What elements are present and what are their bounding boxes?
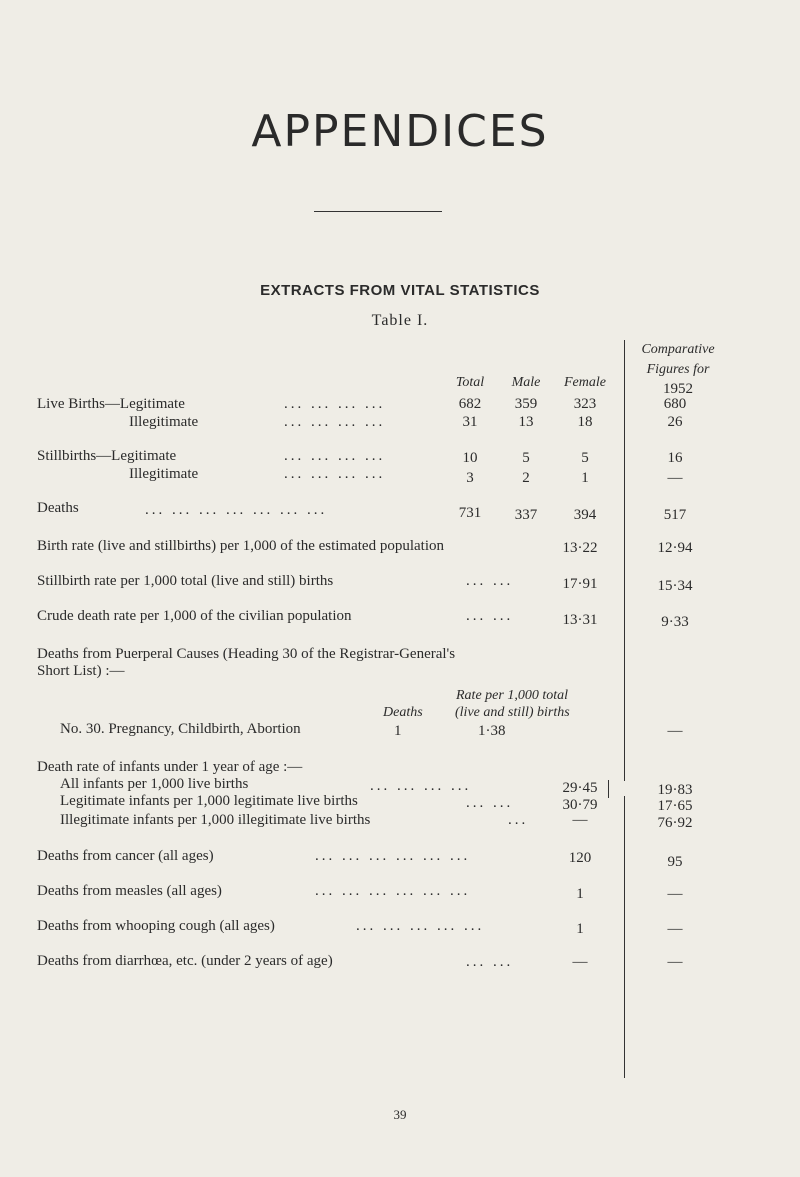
page-number: 39 <box>393 1107 407 1122</box>
cell-male: 337 <box>514 507 538 523</box>
leader-dots: ... ... ... ... ... <box>356 918 485 934</box>
title-divider <box>314 211 442 212</box>
table-name: Table I. <box>371 312 429 329</box>
cell-female: 1 <box>581 470 589 486</box>
cell-comparative: — <box>667 921 683 937</box>
cell-total: 31 <box>462 414 478 430</box>
rate-header: Rate per 1,000 total <box>456 688 568 703</box>
cell-comparative: 26 <box>667 414 683 430</box>
cell-female: 5 <box>581 450 589 466</box>
cell-female: 394 <box>573 507 597 523</box>
cell-comparative: — <box>667 470 683 486</box>
rate-header-cont: (live and still) births <box>455 705 570 720</box>
row-label: All infants per 1,000 live births <box>60 776 249 792</box>
cell-comparative: — <box>667 954 683 970</box>
row-label: Deaths from cancer (all ages) <box>37 848 214 864</box>
cell-value: 13·31 <box>562 612 598 628</box>
cell-total: 10 <box>462 450 478 466</box>
cell-comparative: 15·34 <box>657 578 693 594</box>
infant-heading: Death rate of infants under 1 year of age :— <box>37 759 303 775</box>
leader-dots: ... ... ... ... ... ... <box>315 883 471 899</box>
row-label: Stillbirths—Legitimate <box>37 448 177 464</box>
row-label: Stillbirth rate per 1,000 total (live and still) births <box>37 573 334 589</box>
leader-dots: ... ... ... ... ... ... <box>315 848 471 864</box>
row-label: Illegitimate <box>129 414 199 430</box>
cell-comparative: 76·92 <box>657 815 693 831</box>
cell-comparative: 9·33 <box>661 614 689 630</box>
cell-value: 29·45 <box>562 780 598 796</box>
row-label: Deaths from measles (all ages) <box>37 883 222 899</box>
header-year: 1952 <box>663 381 693 397</box>
leader-dots: ... ... <box>466 573 514 589</box>
cell-value: 30·79 <box>562 797 598 813</box>
leader-dots: ... ... ... ... <box>284 396 386 412</box>
cell-value: 1 <box>576 921 584 937</box>
leader-dots: ... ... <box>466 608 514 624</box>
cell-comparative: — <box>667 886 683 902</box>
row-label: Birth rate (live and stillbirths) per 1,000 of the estimated population <box>37 538 444 554</box>
cell-male: 2 <box>522 470 530 486</box>
cell-total: 682 <box>458 396 482 412</box>
header-comparative: Comparative <box>641 342 715 357</box>
cell-female: 323 <box>573 396 597 412</box>
row-label: Legitimate infants per 1,000 legitimate live births <box>60 793 358 809</box>
leader-dots: ... ... <box>466 954 514 970</box>
cell-value: — <box>572 954 588 970</box>
leader-dots: ... ... ... ... ... ... ... <box>145 502 328 518</box>
header-total: Total <box>455 375 485 390</box>
row-label: Illegitimate <box>129 466 199 482</box>
cell-comparative: 517 <box>663 507 687 523</box>
deaths-header: Deaths <box>383 705 423 720</box>
header-male: Male <box>511 375 541 390</box>
section-subtitle: EXTRACTS FROM VITAL STATISTICS <box>260 282 540 299</box>
cell-male: 13 <box>518 414 534 430</box>
puerperal-item-label: No. 30. Pregnancy, Childbirth, Abortion <box>60 721 301 737</box>
cell-comparative: 16 <box>667 450 683 466</box>
cell-value: — <box>572 812 588 828</box>
header-female: Female <box>564 375 606 390</box>
cell-comparative: 680 <box>663 396 687 412</box>
cell-comparative: 17·65 <box>657 798 693 814</box>
cell-total: 3 <box>466 470 474 486</box>
leader-dots: ... <box>508 812 529 828</box>
leader-dots: ... ... ... ... <box>284 466 386 482</box>
leader-dots: ... ... ... ... <box>284 414 386 430</box>
row-label: Deaths <box>37 500 79 516</box>
leader-dots: ... ... ... ... <box>284 448 386 464</box>
cell-comparative: 95 <box>667 854 683 870</box>
row-label: Crude death rate per 1,000 of the civilian population <box>37 608 352 624</box>
page-title: APPENDICES <box>251 106 549 157</box>
cell-male: 5 <box>522 450 530 466</box>
leader-dots: ... ... <box>466 795 514 811</box>
cell-total: 731 <box>458 505 482 521</box>
column-divider <box>624 405 625 781</box>
cell-female: 18 <box>577 414 593 430</box>
cell-male: 359 <box>514 396 538 412</box>
cell-comparative: 12·94 <box>657 540 693 556</box>
cell-value: 13·22 <box>562 540 598 556</box>
cell-value: 120 <box>568 850 592 866</box>
puerperal-rate: 1·38 <box>478 723 506 739</box>
row-label: Illegitimate infants per 1,000 illegitimate live births <box>60 812 371 828</box>
puerperal-heading: Deaths from Puerperal Causes (Heading 30 of the Registrar-General's <box>37 646 456 662</box>
header-figures-for: Figures for <box>646 362 710 377</box>
cell-value: 17·91 <box>562 576 598 592</box>
leader-dots: ... ... ... ... <box>370 778 472 794</box>
column-divider <box>624 796 625 1078</box>
cell-value: 1 <box>576 886 584 902</box>
cell-comparative: 19·83 <box>657 782 693 798</box>
row-label: Deaths from diarrhœa, etc. (under 2 years of age) <box>37 953 333 969</box>
puerperal-deaths: 1 <box>394 723 402 739</box>
puerperal-heading-cont: Short List) :— <box>37 663 125 679</box>
cell-comparative: — <box>667 723 683 739</box>
row-label: Live Births—Legitimate <box>37 396 185 412</box>
row-label: Deaths from whooping cough (all ages) <box>37 918 275 934</box>
